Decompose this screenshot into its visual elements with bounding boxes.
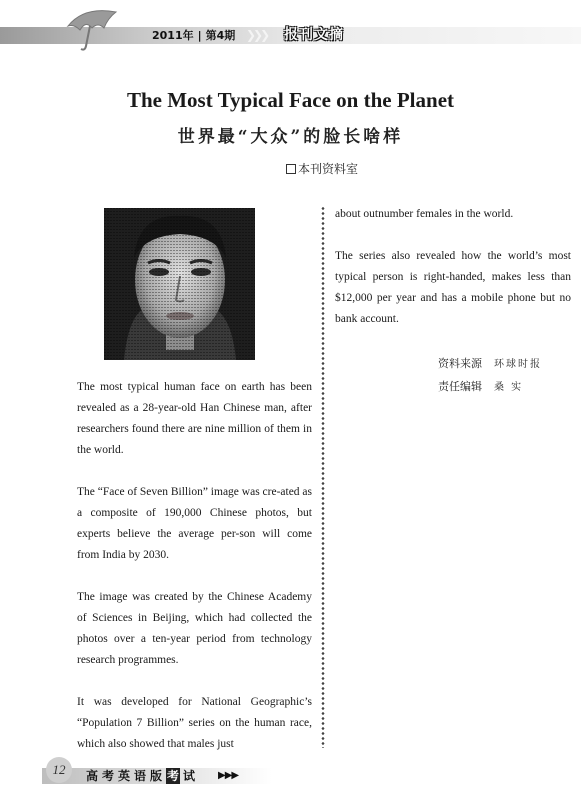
issue-info: 2011年 | 第4期 — [152, 29, 236, 42]
credit-source — [438, 353, 542, 376]
composite-face-photo — [104, 208, 255, 360]
paragraph: The most typical human face on earth has been revealed as a 28-year-old Han Chinese man, after researchers found there are nine million of them in the world. — [77, 381, 312, 456]
header-arrows: ❯❯❯ — [246, 28, 268, 42]
credit-value: 环球时报 — [494, 359, 542, 370]
footer-arrows: ▶▶▶ — [218, 770, 239, 781]
paragraph: It was developed for National Geographic’s “Population 7 Billion” series on the human race, which also showed that males just — [77, 696, 312, 750]
face-portrait-icon — [104, 208, 255, 360]
article-title-chinese: 世界最“大众”的脸长啥样 — [177, 127, 404, 147]
credit-value: 桑 实 — [494, 382, 524, 393]
magazine-name — [86, 768, 199, 784]
section-title: 报刊文摘 — [284, 27, 344, 43]
umbrella-icon — [64, 4, 124, 54]
magazine-tail: 试 — [183, 769, 200, 783]
issue-year: 2011年 — [152, 29, 194, 42]
paragraph: The series also revealed how the world’s most typical person is right-handed, makes less than $12,000 per year and has a mobile phone but no bank account. — [335, 250, 571, 325]
issue-number: 第4期 — [205, 29, 236, 42]
page-number: 12 — [46, 757, 72, 783]
paragraph: about outnumber females in the world. — [335, 208, 514, 220]
right-column — [335, 204, 571, 351]
byline-box-icon — [286, 164, 296, 174]
magazine-badge: 考 — [167, 769, 180, 783]
paragraph: The “Face of Seven Billion” image was cre-ated as a composite of 190,000 Chinese photos, but experts believe the average per-son will come from India by 2030. — [77, 486, 313, 561]
credits — [438, 353, 542, 399]
credit-label: 资料来源 — [438, 357, 482, 370]
magazine-name-text: 高考英语版 — [86, 769, 167, 783]
column-divider — [319, 206, 327, 748]
credit-label: 责任编辑 — [438, 380, 482, 393]
left-column — [77, 377, 312, 776]
byline-text: 本刊资料室 — [298, 162, 359, 176]
credit-editor — [438, 376, 542, 399]
article-title-english: The Most Typical Face on the Planet — [126, 88, 455, 112]
paragraph: The image was created by the Chinese Academy of Sciences in Beijing, which had collected the photos over a ten-year period from technology research programmes. — [77, 591, 312, 666]
byline — [286, 160, 358, 177]
